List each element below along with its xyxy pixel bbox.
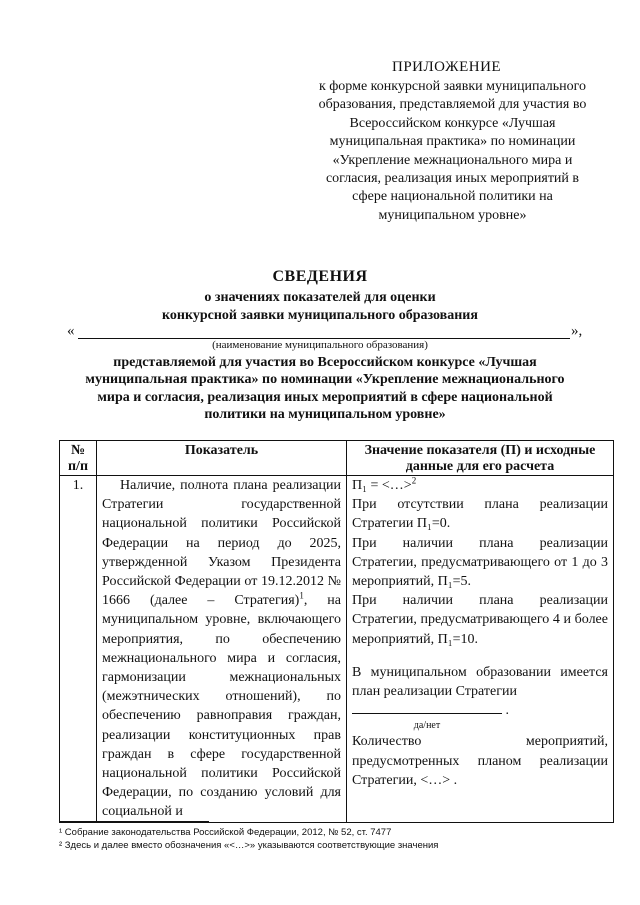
- document-title: СВЕДЕНИЯ: [272, 268, 368, 285]
- indicator-cell: [97, 476, 347, 823]
- header-value: Значение показателя (П) и исходные данные для его расчета: [347, 441, 614, 476]
- document-subtitle: [150, 289, 490, 324]
- rule-ten: При наличии плана реализации Стратегии, предусматривающего 4 и более мероприятий, П₁=10.: [352, 593, 608, 647]
- presented-line: представляемой для участия во Всероссийском конкурсе «Лучшая: [113, 355, 537, 370]
- appendix-line: муниципальная практика» по номинации: [329, 134, 576, 150]
- yes-no-caption: да/нет: [413, 720, 441, 732]
- appendix-line: образования, представляемой для участия во: [318, 97, 587, 113]
- table-row: [60, 476, 614, 823]
- events-count: Количество мероприятий, предусмотренных планом реализации Стратегии, <…> .: [352, 734, 608, 788]
- presented-line: политики на муниципальном уровне»: [204, 406, 446, 422]
- presented-line: мира и согласия, реализация иных мероприятий в сфере национальной: [97, 389, 553, 405]
- appendix-description: [300, 78, 605, 225]
- appendix-title: ПРИЛОЖЕНИЕ: [392, 59, 502, 75]
- row-num: 1.: [60, 476, 97, 823]
- footnote-1: ¹ Собрание законодательства Российской Федерации, 2012, № 52, ст. 7477: [59, 827, 392, 838]
- municipality-name-caption: (наименование муниципального образования): [212, 339, 428, 351]
- indicator-text-cont: , на муниципальном уровне, включающего мероприятия, по обеспечению межнационального мира и согласия, гармонизации межнациональных (межэтнических отношений), по обеспечению равноправия граждан, реализации конституционных прав граждан в сфере государственной национальной политики Российской Федерации, по созданию условий для социальной и: [102, 593, 341, 820]
- footnote-divider: [59, 821, 209, 822]
- formula: [352, 476, 608, 495]
- plan-statement: В муниципальном образовании имеется план реализации Стратегии: [352, 664, 608, 700]
- footnote-ref: 1: [299, 590, 304, 601]
- plan-end: .: [505, 703, 509, 719]
- indicators-table: [59, 440, 614, 823]
- appendix-line: согласия, реализация иных мероприятий в: [325, 171, 580, 187]
- quote-open: «: [67, 323, 75, 339]
- plan-answer-line: [352, 701, 608, 720]
- table-header-row: [60, 441, 614, 476]
- footnote-2: ² Здесь и далее вместо обозначения «<…>» указываются соответствующие значения: [59, 840, 439, 851]
- subtitle-line: конкурсной заявки муниципального образования: [162, 307, 478, 323]
- footnote-ref: 2: [411, 475, 417, 486]
- quote-close: »,: [571, 323, 583, 339]
- appendix-line: к форме конкурсной заявки муниципального: [318, 79, 587, 94]
- subtitle-line: о значениях показателей для оценки: [204, 290, 436, 305]
- header-indicator: Показатель: [97, 441, 347, 476]
- appendix-line: муниципальном уровне»: [378, 207, 527, 223]
- formula-text: П₁ = <…>: [352, 478, 412, 493]
- rule-zero: При отсутствии плана реализации Стратегии П₁=0.: [352, 497, 608, 532]
- appendix-line: Всероссийском конкурсе «Лучшая: [349, 115, 556, 131]
- indicator-text: Наличие, полнота плана реализации Стратегии государственной национальной политики Российской Федерации на период до 2025, утвержденной Указом Президента Российской Федерации от 19.12.2012 № 1666 (далее – Стратегия): [102, 478, 341, 609]
- appendix-line: «Укрепление межнационального мира и: [332, 152, 573, 168]
- appendix-line: сфере национальной политики на: [352, 189, 553, 205]
- presented-line: муниципальная практика» по номинации «Укрепление межнационального: [85, 372, 565, 388]
- header-num: № п/п: [60, 441, 97, 476]
- presented-text: [55, 354, 595, 423]
- value-cell: [347, 476, 614, 823]
- rule-five: При наличии плана реализации Стратегии, предусматривающего от 1 до 3 мероприятий, П₁=5.: [352, 535, 608, 590]
- answer-blank: [352, 701, 502, 714]
